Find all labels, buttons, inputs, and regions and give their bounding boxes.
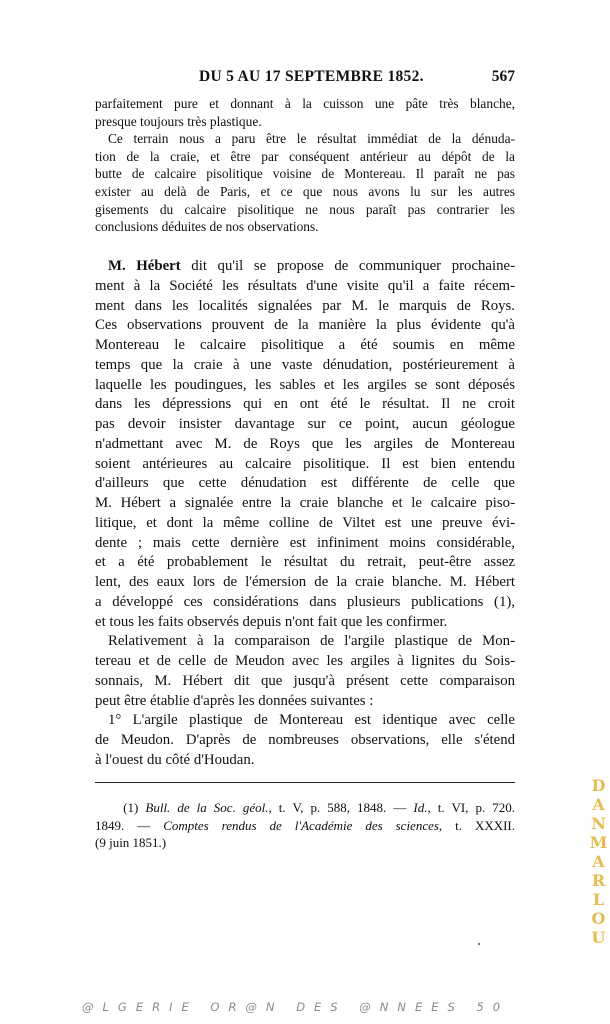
text-line: dans les dépressions qui en ont été le résultat. Il ne croit — [95, 396, 515, 413]
citation-source: Bull. de la Soc. géol. — [145, 800, 269, 815]
text-line: laquelle les poudingues, les sables et les argiles se sont déposés — [95, 376, 515, 393]
page-header — [95, 68, 515, 90]
running-title: DU 5 AU 17 SEPTEMBRE 1852. — [199, 68, 424, 85]
page-number: 567 — [491, 68, 515, 85]
text-line: temps que la craie à une vaste dénudation, postérieurement à — [95, 356, 515, 373]
paragraph-hebert-remarks — [95, 257, 515, 771]
paragraph-clay-description — [95, 95, 515, 236]
speck — [478, 943, 480, 945]
text-line: Montereau le calcaire pisolitique a été soumis en même — [95, 337, 515, 353]
citation-year: 1849. — — [95, 817, 151, 833]
text-line: ment à la Société les résultats d'une visite qu'il a faite récem- — [95, 277, 515, 294]
text-line: peut être établie d'après les données suivantes : — [95, 692, 374, 709]
text-line: Ce terrain nous a paru être le résultat immédiat de la dénuda- — [108, 131, 515, 147]
text-line: presque toujours très plastique. — [95, 113, 262, 129]
text-line: parfaitement pure et donnant à la cuisson une pâte très blanche, — [95, 96, 515, 111]
text-line: tion de la craie, et être par conséquent antérieur au dépôt de la — [95, 148, 515, 164]
side-stamp: DANMARLOU — [589, 776, 608, 947]
text-line: Ces observations prouvent de la manière la plus évidente qu'à — [95, 317, 515, 334]
text-line: soient antérieures au calcaire pisolitique. Il est bien entendu — [95, 455, 515, 472]
text-line: dente ; mais cette dernière est infiniment moins considérable, — [95, 534, 515, 551]
text-line: et tous les faits observés depuis n'ont fait que les confirmer. — [95, 613, 448, 630]
text-line: butte de calcaire pisolitique voisine de Montereau. Il paraît ne pas — [95, 166, 515, 182]
footnote-marker: (1) — [123, 800, 139, 815]
text-line: et a été probablement le résultat du retrait, peut-être assez — [95, 554, 515, 571]
text-line: d'ailleurs que cette dénudation est différente de celle que — [95, 475, 515, 492]
speaker-name: M. Hébert — [108, 258, 181, 274]
text-line: lent, des eaux lors de l'émersion de la craie blanche. M. Hébert — [95, 574, 515, 590]
text-line — [95, 257, 515, 277]
footnote-line — [95, 817, 515, 835]
text-fragment: dit qu'il se propose de communiquer prochaine- — [180, 258, 515, 274]
footnote — [95, 799, 515, 852]
text-line: conclusions déduites de nos observations. — [95, 219, 319, 235]
citation-ibid: Id. — [413, 800, 428, 815]
text-line: 1° L'argile plastique de Montereau est identique avec celle — [108, 712, 515, 729]
citation-source: Comptes rendus de l'Académie des sciences — [163, 817, 439, 833]
text-line: Relativement à la comparaison de l'argile plastique de Mon- — [108, 633, 515, 650]
citation-ref: , t. XXXII. — [438, 817, 515, 833]
text-line: de Meudon. D'après de nombreuses observations, elle s'étend — [95, 732, 515, 748]
footnote-line: (9 juin 1851.) — [95, 835, 167, 850]
citation-ref: , t. V, p. 588, 1848. — — [268, 800, 407, 815]
citation-ref: , t. VI, p. 720. — [427, 800, 515, 815]
text-line: tereau et de celle de Meudon avec les argiles à lignites du Sois- — [95, 653, 515, 669]
text-line: sonnais, M. Hébert dit que jusqu'à présent cette comparaison — [95, 672, 515, 689]
text-line: gisements du calcaire pisolitique ne nous paraît pas contrarier les — [95, 201, 515, 217]
watermark: @LGERIE OR@N DES @NNEES 50 — [82, 1000, 510, 1014]
text-line: exister au delà de Paris, et ce que nous avons lu sur les autres — [95, 183, 515, 199]
footnote-divider — [95, 782, 515, 783]
text-line: a développé ces considérations dans plusieurs publications (1), — [95, 593, 515, 610]
footnote-line — [95, 799, 515, 817]
text-line: M. Hébert a signalée entre la craie blanche et le calcaire piso- — [95, 495, 515, 511]
text-line: n'admettant avec M. de Roys que les argiles de Montereau — [95, 435, 515, 452]
text-line: à l'ouest du côté d'Houdan. — [95, 751, 255, 768]
text-line: ment dans les localités signalées par M. le marquis de Roys. — [95, 297, 515, 314]
text-line: pas devoir insister davantage sur ce point, aucun géologue — [95, 416, 515, 432]
text-line: litique, et dont la même colline de Viltet est une preuve évi- — [95, 514, 515, 531]
